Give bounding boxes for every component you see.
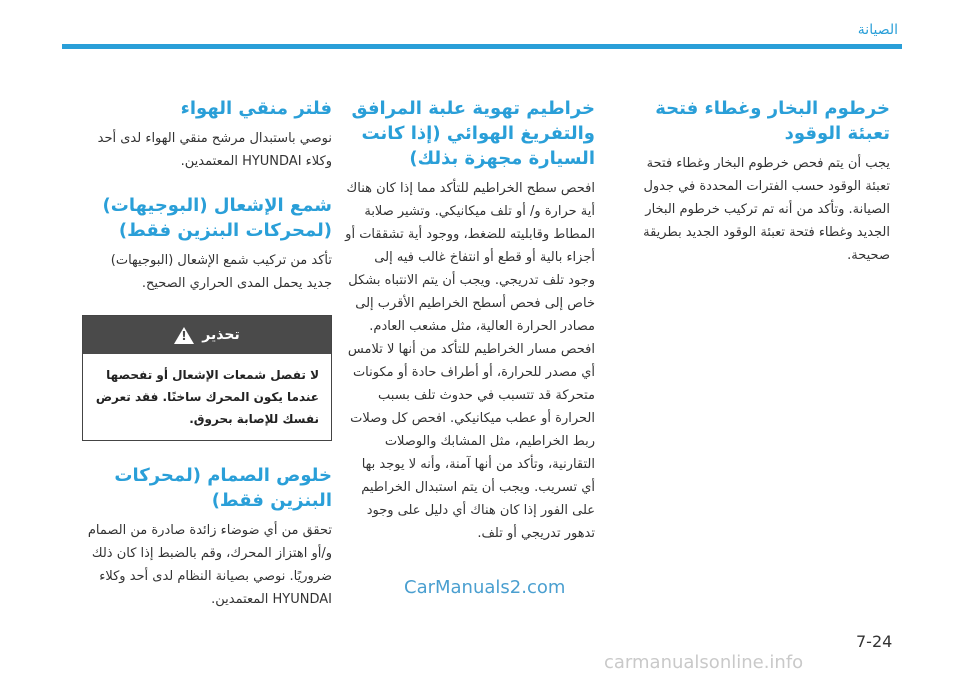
warning-body: لا تفصل شمعات الإشعال أو تفحصها عندما يكون المحرك ساخنًا. فقد تعرض نفسك للإصابة بحروق.: [95, 368, 319, 426]
warning-header: [83, 316, 331, 354]
warning-title: تحذير: [202, 327, 240, 343]
heading-crankcase-hoses: خراطيم تهوية علبة المرافق والتفريغ الهوائي (إذا كانت السيارة مجهزة بذلك): [351, 98, 595, 169]
heading-air-filter: فلتر منقي الهواء: [180, 98, 332, 119]
heading-valve-clearance: خلوص الصمام (لمحركات البنزين فقط): [114, 465, 332, 511]
footer-brand: carmanualsonline.info: [604, 652, 804, 673]
column-right: [640, 96, 890, 287]
header-title: الصيانة: [857, 22, 898, 38]
body-valve-clearance: تحقق من أي ضوضاء زائدة صادرة من الصمام و/أو اهتزاز المحرك، وقم بالضبط إذا كان ذلك ضروريًا. نوصي بصيانة النظام لدى أحد وكلاء HYUNDAI المعتمدين.: [87, 523, 332, 607]
heading-vapor-hose: خرطوم البخار وغطاء فتحة تعبئة الوقود: [655, 98, 890, 144]
warning-triangle-icon: [174, 327, 194, 344]
body-crankcase-hoses: افحص سطح الخراطيم للتأكد مما إذا كان هناك أية حرارة و/ أو تلف ميكانيكي. وتشير صلابة المطاط وقابليته للضغط، ووجود أية تشققات أو أجزاء بالية أو قطع أو انتفاخ غالب فيه إلى وجود تلف تدريجي. ويجب أن يتم الانتباه بشكل خاص إلى فحص أسطح الخراطيم الأقرب إلى مصادر الحرارة العالية، مثل مشعب العادم. افحص مسار الخراطيم للتأكد من أنها لا تلامس أي مصدر للحرارة، أو أطراف حادة أو مكونات متحركة قد تتسبب في حدوث تلف بسبب الحرارة أو عطب ميكانيكي. افحص كل وصلات ربط الخراطيم، مثل المشابك والوصلات التقارنية، وتأكد من أنها آمنة، وأنه لا يوجد بها أي تسريب. ويجب أن يتم استبدال الخراطيم على الفور إذا كان هناك أي دليل على وجود تدهور تدريجي أو تلف.: [345, 181, 595, 541]
column-left: [82, 96, 332, 631]
column-middle: [345, 96, 595, 565]
watermark: CarManuals2.com: [404, 577, 566, 598]
page-number: 7-24: [856, 632, 893, 651]
warning-box: [82, 315, 332, 441]
body-spark-plugs: تأكد من تركيب شمع الإشعال (البوجيهات) جديد يحمل المدى الحراري الصحيح.: [110, 253, 332, 291]
body-air-filter: نوصي باستبدال مرشح منقي الهواء لدى أحد وكلاء HYUNDAI المعتمدين.: [97, 131, 332, 169]
body-vapor-hose: يجب أن يتم فحص خرطوم البخار وغطاء فتحة تعبئة الوقود حسب الفترات المحددة في جدول الصيانة. وتأكد من أنه تم تركيب خرطوم البخار الجديد وغطاء فتحة تعبئة الوقود الجديد بطريقة صحيحة.: [643, 156, 890, 263]
heading-spark-plugs: شمع الإشعال (البوجيهات) (لمحركات البنزين فقط): [102, 195, 332, 241]
header-rule: [62, 44, 902, 49]
